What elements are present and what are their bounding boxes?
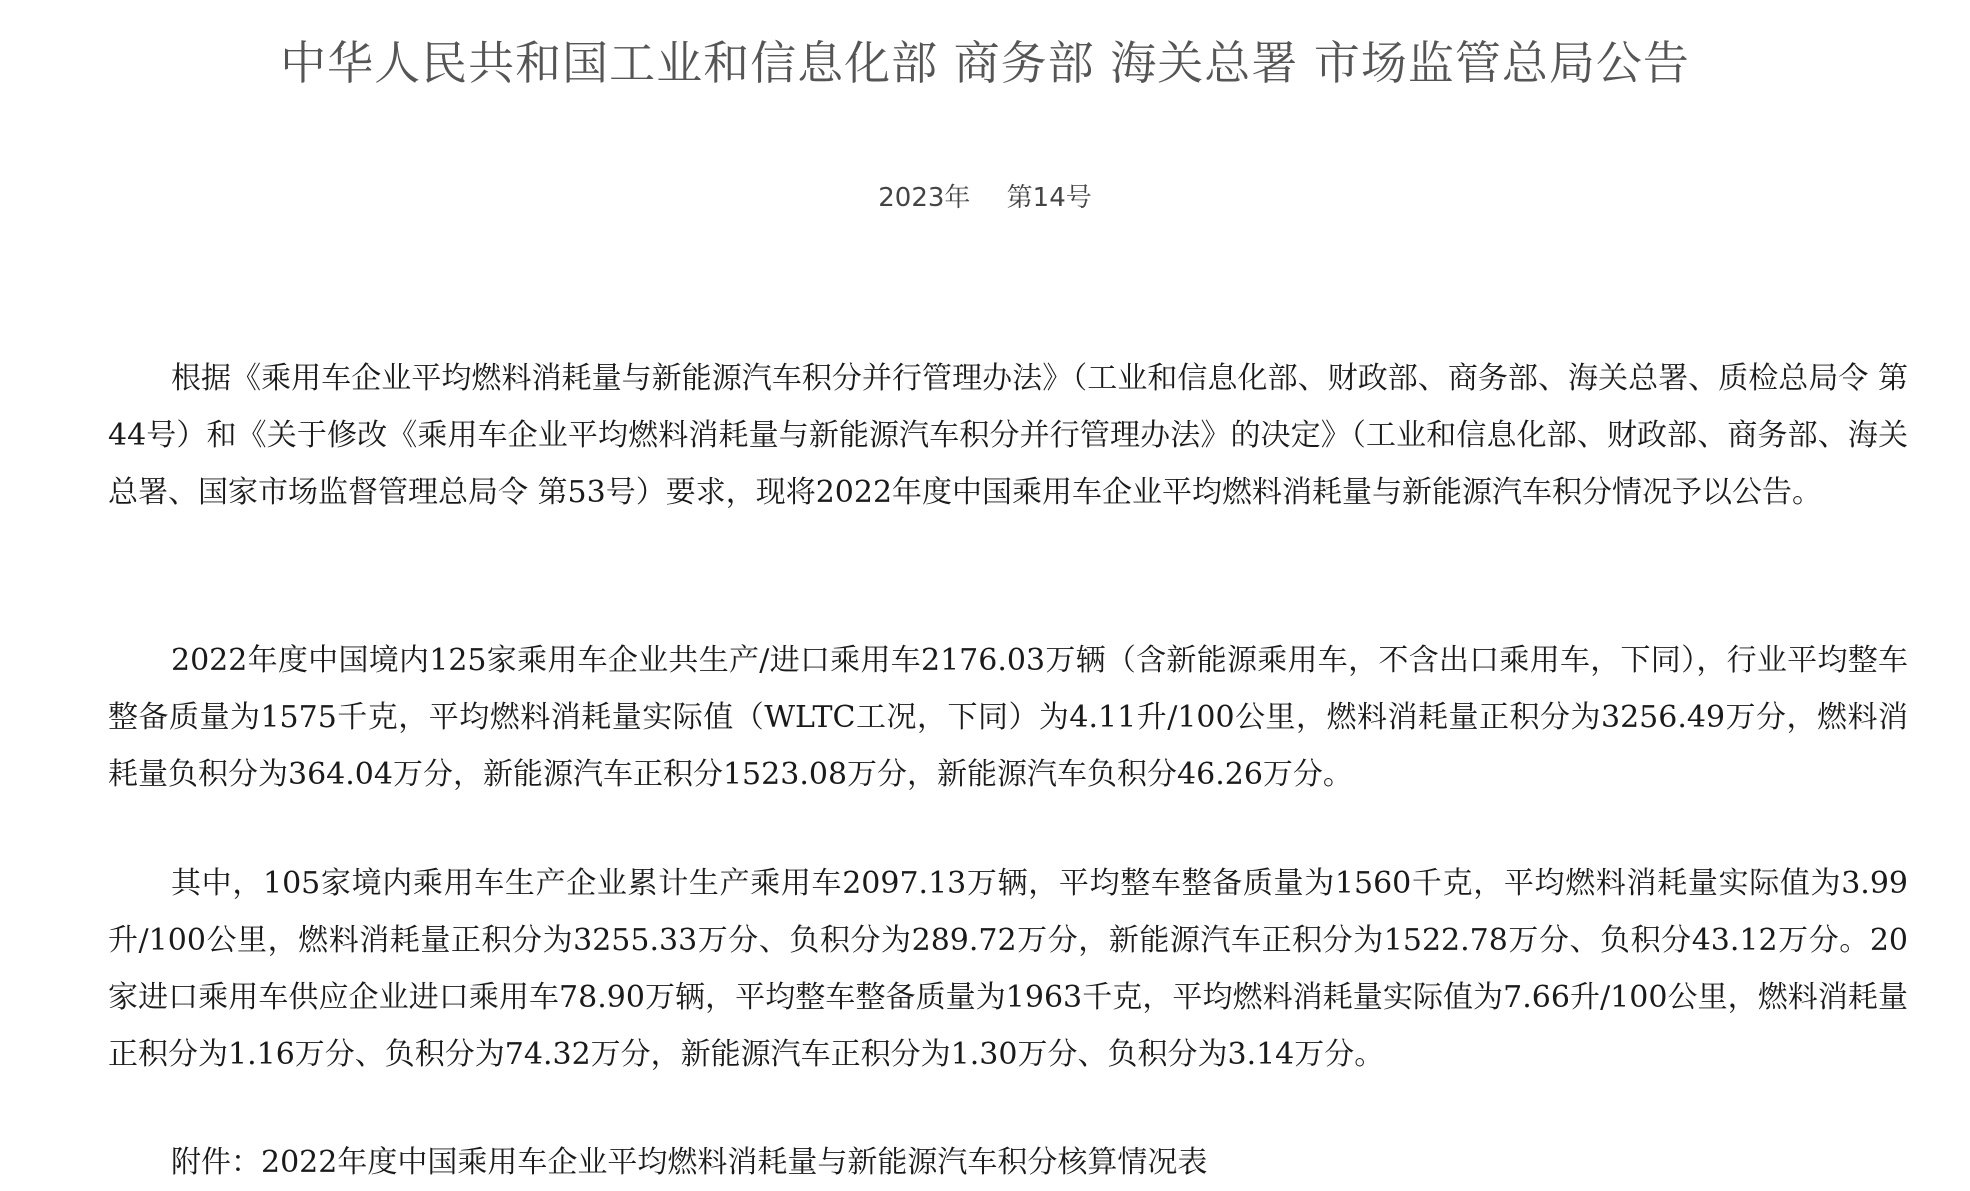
paragraph-industry-summary: 2022年度中国境内125家乘用车企业共生产/进口乘用车2176.03万辆（含新能源乘用车，不含出口乘用车，下同），行业平均整车整备质量为1575千克，平均燃料消耗量实际值（WLTC工况，下同）为4.11升/100公里，燃料消耗量正积分为3256.49万分，燃料消耗量负积分为364.04万分，新能源汽车正积分1523.08万分，新能源汽车负积分46.26万分。 bbox=[108, 643, 1908, 792]
document-number-line bbox=[0, 178, 1970, 218]
announcement-title: 中华人民共和国工业和信息化部 商务部 海关总署 市场监管总局公告 bbox=[280, 36, 1690, 90]
paragraph-basis: 根据《乘用车企业平均燃料消耗量与新能源汽车积分并行管理办法》（工业和信息化部、财政部、商务部、海关总署、质检总局令 第44号）和《关于修改《乘用车企业平均燃料消耗量与新能源汽车积分并行管理办法》的决定》（工业和信息化部、财政部、商务部、海关总署、国家市场监督管理总局令 第53号）要求，现将2022年度中国乘用车企业平均燃料消耗量与新能源汽车积分情况予以公告。 bbox=[108, 361, 1908, 510]
paragraph-domestic-import-breakdown: 其中，105家境内乘用车生产企业累计生产乘用车2097.13万辆，平均整车整备质量为1560千克，平均燃料消耗量实际值为3.99升/100公里，燃料消耗量正积分为3255.33万分、负积分为289.72万分，新能源汽车正积分为1522.78万分、负积分43.12万分。20家进口乘用车供应企业进口乘用车78.90万辆，平均整车整备质量为1963千克，平均燃料消耗量实际值为7.66升/100公里，燃料消耗量正积分为1.16万分、负积分为74.32万分，新能源汽车正积分为1.30万分、负积分为3.14万分。 bbox=[108, 866, 1908, 1072]
document-year: 2023年 bbox=[878, 183, 971, 213]
attachment-line: 附件：2022年度中国乘用车企业平均燃料消耗量与新能源汽车积分核算情况表 bbox=[171, 1145, 1208, 1180]
document-number: 第14号 bbox=[1006, 183, 1092, 213]
